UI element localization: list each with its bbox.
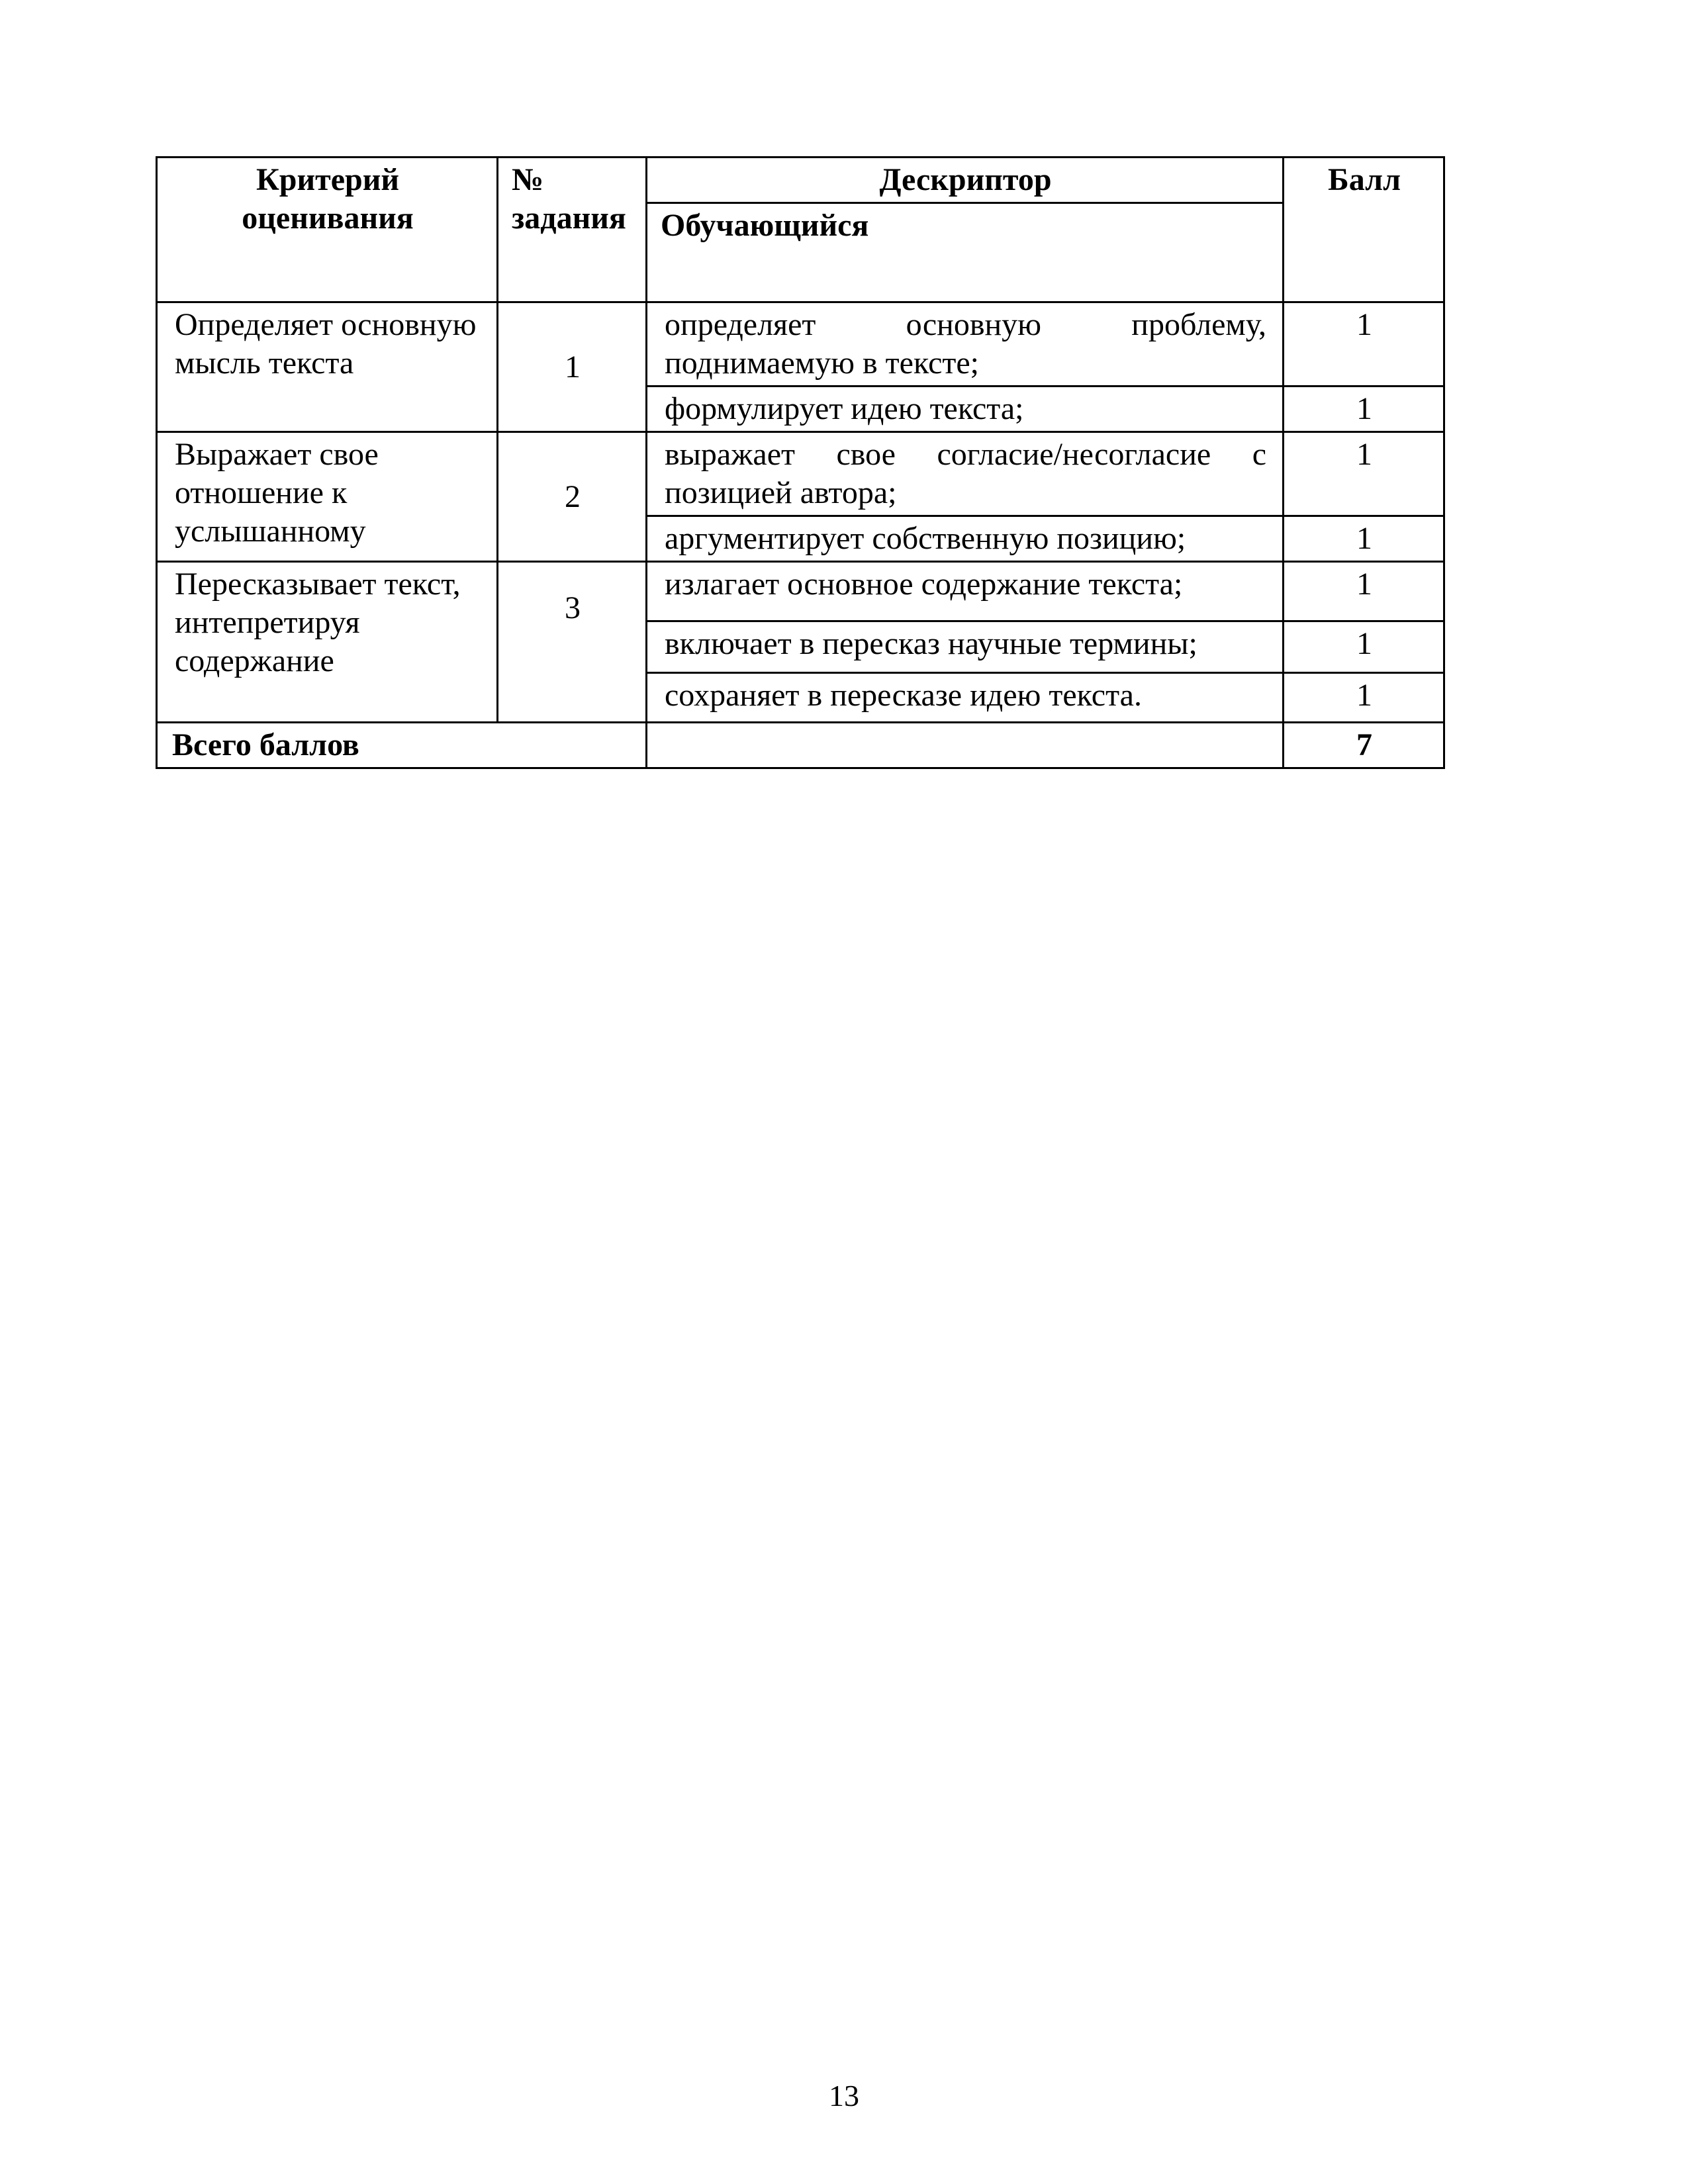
criterion-cell: Пересказывает текст, интепретируя содержание — [157, 562, 498, 723]
criterion-cell: Выражает свое отношение к услышанному — [157, 432, 498, 562]
total-empty-cell — [647, 723, 1284, 768]
total-value: 7 — [1284, 723, 1444, 768]
header-learner: Обучающийся — [647, 203, 1284, 302]
score-cell: 1 — [1284, 673, 1444, 723]
header-criterion: Критерий оценивания — [157, 158, 498, 302]
total-label: Всего баллов — [157, 723, 647, 768]
task-number-cell: 2 — [498, 432, 647, 562]
table-row — [157, 432, 1444, 516]
total-row — [157, 723, 1444, 768]
descriptor-line: выражает свое согласие/несогласие с — [665, 437, 1266, 472]
header-score: Балл — [1284, 158, 1444, 302]
score-cell: 1 — [1284, 302, 1444, 387]
descriptor-cell: излагает основное содержание текста; — [647, 562, 1284, 621]
descriptor-cell: включает в пересказ научные термины; — [647, 621, 1284, 673]
descriptor-cell: аргументирует собственную позицию; — [647, 516, 1284, 562]
page-number: 13 — [829, 2079, 859, 2113]
score-cell: 1 — [1284, 562, 1444, 621]
header-task-number: № задания — [498, 158, 647, 302]
task-number-cell: 3 — [498, 562, 647, 723]
descriptor-line: позицией автора; — [665, 475, 897, 510]
criterion-cell: Определяет основную мысль текста — [157, 302, 498, 432]
descriptor-line: поднимаемую в тексте; — [665, 345, 979, 381]
score-cell: 1 — [1284, 621, 1444, 673]
descriptor-cell: сохраняет в пересказе идею текста. — [647, 673, 1284, 723]
task-number-cell: 1 — [498, 302, 647, 432]
header-row — [157, 158, 1444, 203]
score-cell: 1 — [1284, 387, 1444, 432]
score-cell: 1 — [1284, 432, 1444, 516]
assessment-rubric-table — [156, 156, 1445, 769]
score-cell: 1 — [1284, 516, 1444, 562]
descriptor-cell: формулирует идею текста; — [647, 387, 1284, 432]
descriptor-cell — [647, 302, 1284, 387]
table-row — [157, 302, 1444, 387]
descriptor-cell — [647, 432, 1284, 516]
descriptor-line: определяет основную проблему, — [665, 307, 1266, 342]
table-row — [157, 562, 1444, 621]
header-descriptor: Дескриптор — [647, 158, 1284, 203]
